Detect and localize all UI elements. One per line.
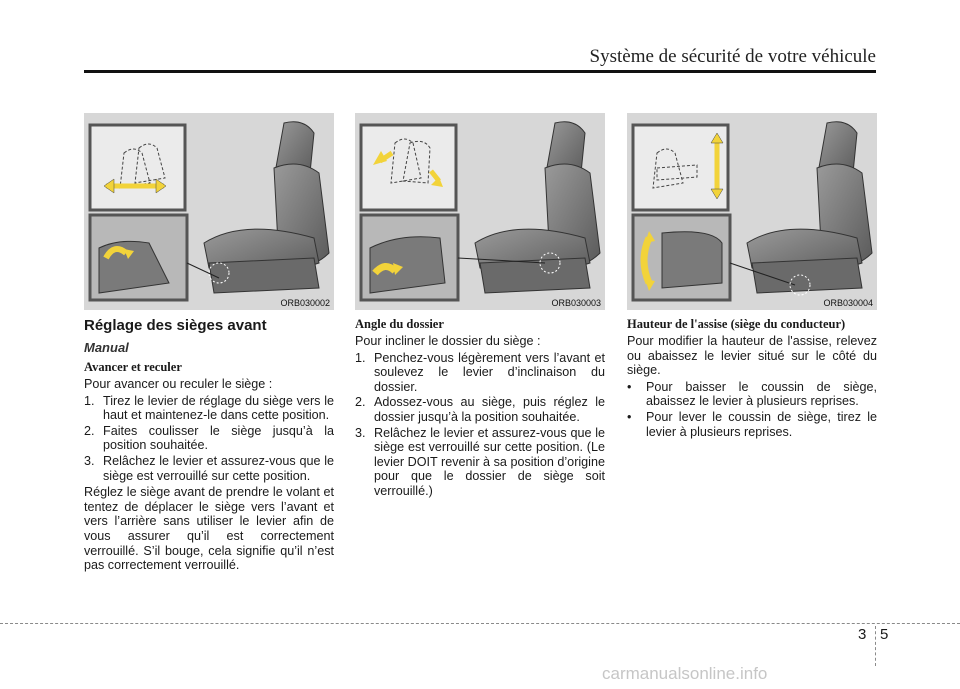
seat-height-illustration xyxy=(627,113,877,310)
subsection-title: Angle du dossier xyxy=(355,317,444,331)
list-item: 1. Tirez le levier de réglage du siège vers le haut et maintenez-le dans cette position. xyxy=(84,393,334,423)
list-item: 2. Adossez-vous au siège, puis réglez le dossier jusqu’à la position souhaitée. xyxy=(355,395,605,424)
list-item: 1. Penchez-vous légèrement vers l’avant et soulevez le levier d’inclinaison du dossier. xyxy=(355,350,605,394)
watermark: carmanualsonline.info xyxy=(602,664,768,683)
section-heading: Réglage des sièges avant xyxy=(84,317,267,334)
chapter-number: 3 xyxy=(858,626,867,643)
note-text: Réglez le siège avant de prendre le volant et tentez de déplacer le siège vers l’avant et vers l’arrière sans utiliser le levier afin de vous assurer qu’il est correctement verrouillé. S’il bouge, cela signifie qu’il n’est pas correctement verrouillé. xyxy=(84,485,334,573)
figure-code: ORB030003 xyxy=(551,298,601,308)
header-rule xyxy=(84,70,876,73)
intro-text: Pour modifier la hauteur de l'assise, relevez ou abaissez le levier situé sur le côté du siège. xyxy=(627,334,877,378)
list-item: • Pour lever le coussin de siège, tirez le levier à plusieurs reprises. xyxy=(627,409,877,439)
intro-text: Pour avancer ou reculer le siège : xyxy=(84,377,273,391)
inset-slide xyxy=(90,125,185,210)
inset-recline xyxy=(361,125,456,210)
page-number-separator xyxy=(875,626,876,666)
list-item: 3. Relâchez le levier et assurez-vous que le siège est verrouillé sur cette position. xyxy=(84,453,334,483)
figure-code: ORB030004 xyxy=(823,298,873,308)
steps-list xyxy=(355,351,605,499)
figure-code: ORB030002 xyxy=(280,298,330,308)
footer-rule xyxy=(0,623,960,624)
seat-slide-illustration xyxy=(84,113,334,310)
list-item: 3. Relâchez le levier et assurez-vous que le siège est verrouillé sur cette position. (Le levier DOIT revenir à sa position d’origine pour que le dossier de siège soit verrouillé.) xyxy=(355,425,605,498)
steps-list xyxy=(84,394,334,484)
list-item: 2. Faites coulisser le siège jusqu’à la position souhaitée. xyxy=(84,423,334,453)
figure-seat-height xyxy=(627,113,877,310)
column-seat-slide xyxy=(84,316,334,575)
subsection-title: Avancer et reculer xyxy=(84,360,182,374)
header-title: Système de sécurité de votre véhicule xyxy=(589,46,876,67)
bullet-list xyxy=(627,380,877,439)
column-backrest xyxy=(355,316,605,501)
figure-seat-slide xyxy=(84,113,334,310)
column-seat-height xyxy=(627,316,877,441)
subheading-manual: Manual xyxy=(84,340,129,355)
figure-backrest xyxy=(355,113,605,310)
backrest-illustration xyxy=(355,113,605,310)
subsection-title: Hauteur de l'assise (siège du conducteur) xyxy=(627,317,846,331)
intro-text: Pour incliner le dossier du siège : xyxy=(355,334,541,348)
page-number: 5 xyxy=(880,626,889,643)
list-item: • Pour baisser le coussin de siège, abaissez le levier à plusieurs reprises. xyxy=(627,379,877,409)
inset-height xyxy=(633,125,728,210)
